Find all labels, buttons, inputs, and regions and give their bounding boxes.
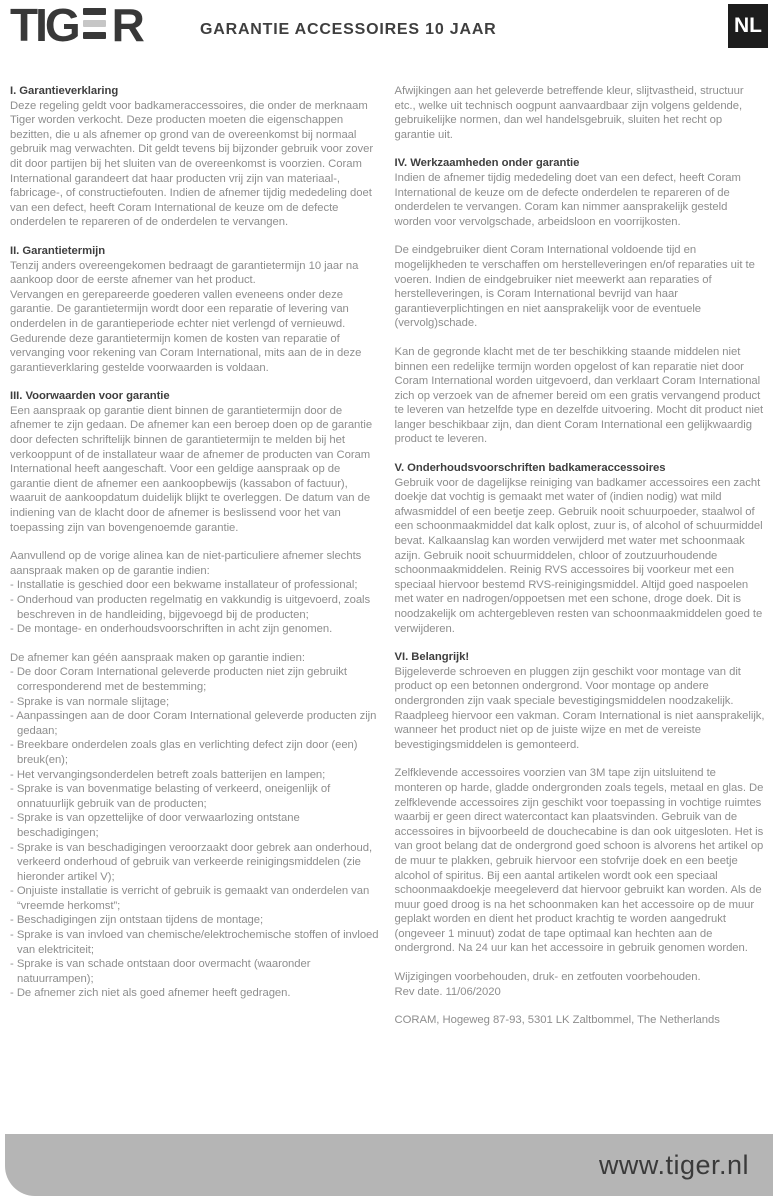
logo-e-bars-icon — [83, 8, 106, 39]
paragraph: Afwijkingen aan het geleverde betreffende kleur, slijtvastheid, structuur etc., welke uit technisch oogpunt aanvaardbaar zijn volgens geldende, gebruikelijke normen, dan wel handelsgebruik, sluiten het recht op garantie uit. — [394, 85, 744, 141]
section-heading: IV. Werkzaamheden onder garantie — [394, 157, 580, 170]
paragraph: Rev date. 11/06/2020 — [394, 985, 501, 998]
logo-text-suffix: R — [111, 0, 142, 51]
list-item: - Onderhoud van producten regelmatig en vakkundig is uitgevoerd, zoals beschreven in de handleiding, bijgevoegd bij de producten; — [10, 593, 381, 622]
list-item: - Onjuiste installatie is verricht of gebruik is gemaakt van onderdelen van “vreemde herkomst”; — [10, 884, 381, 913]
list-item: - De door Coram International geleverde producten niet zijn gebruikt corresponderend met de bestemming; — [10, 665, 381, 694]
document-section — [395, 461, 766, 636]
list-item: - Sprake is van beschadigingen veroorzaakt door gebrek aan onderhoud, verkeerd onderhoud of gebruik van verkeerde reinigingsmiddelen (zie hieronder artikel V); — [10, 841, 381, 885]
list-item: - Het vervangingsonderdelen betreft zoals batterijen en lampen; — [10, 768, 381, 783]
list-item: - Sprake is van invloed van chemische/elektrochemische stoffen of invloed van elektriciteit; — [10, 928, 381, 957]
document-section — [10, 389, 381, 1001]
list-item: - Sprake is van opzettelijke of door verwaarlozing ontstane beschadigingen; — [10, 811, 381, 840]
document-section — [395, 156, 766, 447]
paragraph: Kan de gegronde klacht met de ter beschikking staande middelen niet binnen een redelijke termijn worden opgelost of kan reparatie niet door Coram International worden uitgevoerd, dan verklaart Coram International zich op verzoek van de afnemer bereid om een gratis vervangend product te leveren van hetzelfde type en dezelfde uitvoering. Mocht dit product niet langer beschikbaar zijn, dan dient Coram International een gelijkwaardig product te leveren. — [394, 345, 764, 446]
paragraph: Aanvullend op de vorige alinea kan de niet-particuliere afnemer slechts aanspraak maken op de garantie indien: — [10, 550, 362, 577]
paragraph: CORAM, Hogeweg 87-93, 5301 LK Zaltbommel, The Netherlands — [394, 1014, 720, 1027]
footer-band — [5, 1134, 773, 1196]
document-section — [10, 244, 381, 375]
paragraph: Gedurende deze garantietermijn komen de kosten van reparatie of vervanging voor rekening van Coram International, mits aan de in deze garantieverklaring gestelde voorwaarden is voldaan. — [10, 332, 362, 374]
conditions-list — [10, 665, 381, 1001]
section-heading: II. Garantietermijn — [10, 244, 106, 257]
document-section — [395, 84, 766, 142]
logo-e-bar-top — [83, 8, 106, 15]
right-column — [395, 84, 766, 1028]
paragraph: Bijgeleverde schroeven en pluggen zijn geschikt voor montage van dit product op een betonnen ondergrond. Voor montage op andere ondergronden zijn vaak speciale bevestigingsmiddelen noodzakelijk. Raadpleeg hiervoor een vakman. Coram International is niet aansprakelijk, wanneer het product niet op de juiste wijze en met de vereiste bevestigingsmiddelen is gemonteerd. — [394, 665, 765, 751]
language-badge: NL — [728, 4, 768, 48]
list-item: - De montage- en onderhoudsvoorschriften in acht zijn genomen. — [10, 622, 381, 637]
page-title: GARANTIE ACCESSOIRES 10 JAAR — [200, 21, 497, 38]
list-item: - Sprake is van bovenmatige belasting of verkeerd, oneigenlijk of onnatuurlijk gebruik van de producten; — [10, 782, 381, 811]
section-heading: VI. Belangrijk! — [394, 651, 470, 664]
list-item: - Sprake is van schade ontstaan door overmacht (waaronder natuurrampen); — [10, 957, 381, 986]
logo-e-bar-middle — [83, 20, 106, 27]
tiger-logo — [10, 0, 142, 51]
logo-text-prefix: TIG — [10, 0, 78, 51]
left-column — [10, 84, 381, 1028]
document-section — [395, 1013, 766, 1028]
list-item: - De afnemer zich niet als goed afnemer heeft gedragen. — [10, 986, 381, 1001]
paragraph: Vervangen en gerepareerde goederen vallen eveneens onder deze garantie. De garantietermijn wordt door een reparatie of levering van onderdelen in de garantieperiode echter niet verlengd of vernieuwd. — [10, 288, 349, 330]
logo-e-bar-bottom — [83, 32, 106, 39]
paragraph: De eindgebruiker dient Coram International voldoende tijd en mogelijkheden te verschaffen om herstelleveringen en/of reparaties uit te voeren. Indien de eindgebruiker niet meewerkt aan reparaties of herstelleveringen, is Coram International bevrijd van haar garantieverplichtingen en niet aansprakelijk voor de eventuele (vervolg)schade. — [394, 244, 755, 330]
paragraph: Tenzij anders overeengekomen bedraagt de garantietermijn 10 jaar na aankoop door de eerste afnemer van het product. — [10, 259, 359, 287]
document-section — [10, 84, 381, 230]
paragraph: Een aanspraak op garantie dient binnen de garantietermijn door de afnemer te zijn gedaan. De afnemer kan een beroep doen op de garantie door defecten schriftelijk binnen de garantietermijn te melden bij het verkooppunt of de installateur waar de afnemer de producten van Coram International heeft aangeschaft. Voor een geldige aanspraak op de garantie dient de afnemer een aankoopbewijs (kassabon of factuur), waaruit de aankoopdatum duidelijk blijkt te overleggen. De datum van de indiening van de klacht door de afnemer is beslissend voor het van toepassing zijn van bovengenoemde garantie. — [10, 404, 373, 534]
document-section — [395, 650, 766, 999]
list-item: - Installatie is geschied door een bekwame installateur of professional; — [10, 578, 381, 593]
section-heading: III. Voorwaarden voor garantie — [10, 390, 170, 403]
conditions-list — [10, 578, 381, 636]
paragraph: Gebruik voor de dagelijkse reiniging van badkamer accessoires een zacht doekje dat vochtig is gemaakt met water of (indien nodig) wat mild afwasmiddel of een beetje zeep. Gebruik nooit schuurpoeder, staalwol of een schoonmaakmiddel dat kalk oplost, zuur is, of alcohol of schuurmiddel bevat. Kalkaanslag kan worden verwijderd met water met schoonmaak azijn. Gebruik nooit schuurmiddelen, chloor of zoutzuurhoudende schoonmaakmiddelen. Reinig RVS accessoires bij voorkeur met een speciaal hiervoor bestemd RVS-reinigingsmiddel. Altijd goed naspoelen met water en nadrogen/oppoetsen met een schone, droge doek. Dit is noodzakelijk om achtergebleven resten van schoonmaakmiddelen goed te verwijderen. — [394, 476, 763, 635]
paragraph: Deze regeling geldt voor badkameraccessoires, die onder de merknaam Tiger worden verkocht. Deze producten moeten die eigenschappen bezitten, die u als afnemer op grond van de overeenkomst bij normaal gebruik mag verwachten. Dit geldt tevens bij bijzonder gebruik voor zover dit door partijen bij het sluiten van de overeenkomst is voorzien. Coram International garandeert dat haar producten vrij zijn van materiaal-, fabricage-, of constructiefouten. Indien de afnemer tijdig mededeling doet van een defect, heeft Coram International de keuze om de defecte onderdelen te repareren of de onderdelen te vervangen. — [10, 99, 374, 229]
paragraph: Zelfklevende accessoires voorzien van 3M tape zijn uitsluitend te monteren op harde, gladde ondergronden zoals tegels, metaal en glas. De zelfklevende accessoires zijn geschikt voor toepassing in vochtige ruimtes waarbij er geen direct watercontact kan plaatsvinden. Gebruik van de accessoires in bijvoorbeeld de douchecabine is dan ook uitgesloten. Het is van groot belang dat de ondergrond goed schoon is alvorens het artikel op de muur te plakken, gebruik hiervoor een stofvrije doek en een beetje alcohol of spiritus. Bij een aantal artikelen wordt ook een speciaal schoonmaakdoekje meegeleverd dat hiervoor gebruikt kan worden. Als de muur goed droog is na het schoonmaken kan het accessoire op de muur geplakt worden en dient het product krachtig te worden aangedrukt (ongeveer 1 minuut) zodat de tape optimaal kan hechten aan de ondergrond. Na 24 uur kan het accessoire in gebruik genomen worden. — [394, 767, 764, 955]
document-body — [10, 84, 765, 1028]
section-heading: V. Onderhoudsvoorschriften badkameraccessoires — [394, 462, 666, 475]
list-item: - Aanpassingen aan de door Coram International geleverde producten zijn gedaan; — [10, 709, 381, 738]
section-heading: I. Garantieverklaring — [10, 85, 119, 97]
website-link[interactable]: www.tiger.nl — [598, 1149, 749, 1180]
list-item: - Breekbare onderdelen zoals glas en verlichting defect zijn door (een) breuk(en); — [10, 738, 381, 767]
paragraph: De afnemer kan géén aanspraak maken op garantie indien: — [10, 651, 305, 664]
paragraph: Wijzigingen voorbehouden, druk- en zetfouten voorbehouden. — [394, 971, 701, 984]
list-item: - Beschadigingen zijn ontstaan tijdens de montage; — [10, 913, 381, 928]
list-item: - Sprake is van normale slijtage; — [10, 695, 381, 710]
paragraph: Indien de afnemer tijdig mededeling doet van een defect, heeft Coram International de keuze om de defecte onderdelen te repareren of de onderdelen te vervangen. Coram kan nimmer aansprakelijk gesteld worden voor vervolgschade, arbeidsloon en voorrijkosten. — [394, 171, 741, 228]
